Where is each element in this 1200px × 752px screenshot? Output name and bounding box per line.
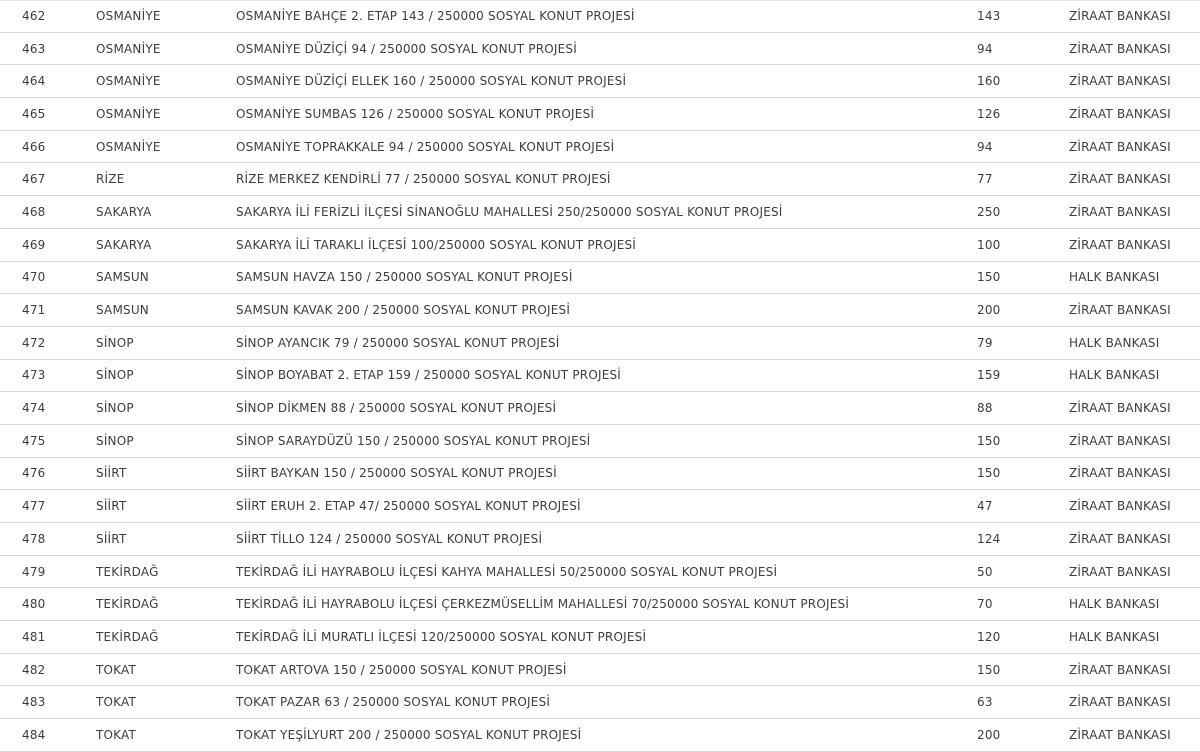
row-housing-count: 150 <box>977 270 1001 285</box>
row-number: 481 <box>22 629 46 644</box>
row-project-name: SİNOP DİKMEN 88 / 250000 SOSYAL KONUT PROJESİ <box>236 401 557 416</box>
table-row <box>0 392 1200 425</box>
row-project-name: SİİRT BAYKAN 150 / 250000 SOSYAL KONUT PROJESİ <box>236 466 557 481</box>
table-row <box>0 327 1200 360</box>
row-housing-count: 47 <box>977 499 993 514</box>
table-row <box>0 294 1200 327</box>
row-bank: ZİRAAT BANKASI <box>1069 727 1171 742</box>
row-housing-count: 50 <box>977 564 993 579</box>
row-city: OSMANİYE <box>96 106 161 121</box>
row-city: OSMANİYE <box>96 41 161 56</box>
row-number: 477 <box>22 499 46 514</box>
row-bank: HALK BANKASI <box>1069 629 1160 644</box>
table-row <box>0 98 1200 131</box>
table-row <box>0 229 1200 262</box>
row-number: 484 <box>22 727 46 742</box>
row-project-name: TEKİRDAĞ İLİ MURATLI İLÇESİ 120/250000 SOSYAL KONUT PROJESİ <box>236 629 647 644</box>
row-number: 470 <box>22 270 46 285</box>
row-bank: ZİRAAT BANKASI <box>1069 74 1171 89</box>
row-project-name: TOKAT YEŞİLYURT 200 / 250000 SOSYAL KONUT PROJESİ <box>236 727 582 742</box>
row-city: SAKARYA <box>96 204 152 219</box>
row-bank: ZİRAAT BANKASI <box>1069 433 1171 448</box>
row-number: 469 <box>22 237 46 252</box>
row-project-name: OSMANİYE BAHÇE 2. ETAP 143 / 250000 SOSYAL KONUT PROJESİ <box>236 8 635 23</box>
row-city: OSMANİYE <box>96 8 161 23</box>
row-bank: HALK BANKASI <box>1069 368 1160 383</box>
row-housing-count: 250 <box>977 204 1001 219</box>
row-housing-count: 94 <box>977 139 993 154</box>
row-bank: ZİRAAT BANKASI <box>1069 531 1171 546</box>
row-city: SİİRT <box>96 499 127 514</box>
row-project-name: TEKİRDAĞ İLİ HAYRABOLU İLÇESİ ÇERKEZMÜSELLİM MAHALLESİ 70/250000 SOSYAL KONUT PROJESİ <box>236 597 850 612</box>
row-housing-count: 88 <box>977 401 993 416</box>
row-number: 465 <box>22 106 46 121</box>
row-bank: ZİRAAT BANKASI <box>1069 204 1171 219</box>
row-project-name: TEKİRDAĞ İLİ HAYRABOLU İLÇESİ KAHYA MAHALLESİ 50/250000 SOSYAL KONUT PROJESİ <box>236 564 778 579</box>
row-number: 480 <box>22 597 46 612</box>
row-bank: ZİRAAT BANKASI <box>1069 662 1171 677</box>
table-row <box>0 556 1200 589</box>
row-city: TOKAT <box>96 695 137 710</box>
row-number: 474 <box>22 401 46 416</box>
row-number: 483 <box>22 695 46 710</box>
row-bank: ZİRAAT BANKASI <box>1069 695 1171 710</box>
row-housing-count: 77 <box>977 172 993 187</box>
row-bank: ZİRAAT BANKASI <box>1069 8 1171 23</box>
row-city: TEKİRDAĞ <box>96 597 159 612</box>
row-number: 472 <box>22 335 46 350</box>
row-housing-count: 120 <box>977 629 1001 644</box>
row-project-name: SİİRT ERUH 2. ETAP 47/ 250000 SOSYAL KONUT PROJESİ <box>236 499 581 514</box>
row-number: 482 <box>22 662 46 677</box>
table-row <box>0 0 1200 33</box>
row-city: SAKARYA <box>96 237 152 252</box>
row-project-name: SAMSUN HAVZA 150 / 250000 SOSYAL KONUT PROJESİ <box>236 270 573 285</box>
row-project-name: SİNOP AYANCIK 79 / 250000 SOSYAL KONUT PROJESİ <box>236 335 560 350</box>
row-housing-count: 94 <box>977 41 993 56</box>
row-bank: ZİRAAT BANKASI <box>1069 237 1171 252</box>
row-bank: HALK BANKASI <box>1069 597 1160 612</box>
row-housing-count: 150 <box>977 433 1001 448</box>
row-bank: HALK BANKASI <box>1069 335 1160 350</box>
row-project-name: SİİRT TİLLO 124 / 250000 SOSYAL KONUT PROJESİ <box>236 531 543 546</box>
table-row <box>0 686 1200 719</box>
row-project-name: RİZE MERKEZ KENDİRLİ 77 / 250000 SOSYAL KONUT PROJESİ <box>236 172 611 187</box>
row-number: 476 <box>22 466 46 481</box>
row-city: TEKİRDAĞ <box>96 564 159 579</box>
table-row <box>0 163 1200 196</box>
row-number: 479 <box>22 564 46 579</box>
row-housing-count: 79 <box>977 335 993 350</box>
row-number: 466 <box>22 139 46 154</box>
table-row <box>0 490 1200 523</box>
table-row <box>0 523 1200 556</box>
row-number: 473 <box>22 368 46 383</box>
table-row <box>0 33 1200 66</box>
row-bank: ZİRAAT BANKASI <box>1069 139 1171 154</box>
row-housing-count: 150 <box>977 466 1001 481</box>
row-city: TEKİRDAĞ <box>96 629 159 644</box>
row-housing-count: 143 <box>977 8 1001 23</box>
row-number: 478 <box>22 531 46 546</box>
row-city: SAMSUN <box>96 270 149 285</box>
row-city: SİNOP <box>96 335 134 350</box>
row-bank: ZİRAAT BANKASI <box>1069 564 1171 579</box>
table-row <box>0 425 1200 458</box>
row-bank: ZİRAAT BANKASI <box>1069 106 1171 121</box>
row-housing-count: 70 <box>977 597 993 612</box>
table-row <box>0 588 1200 621</box>
row-number: 468 <box>22 204 46 219</box>
row-bank: HALK BANKASI <box>1069 270 1160 285</box>
row-housing-count: 126 <box>977 106 1001 121</box>
row-bank: ZİRAAT BANKASI <box>1069 41 1171 56</box>
row-housing-count: 124 <box>977 531 1001 546</box>
row-housing-count: 100 <box>977 237 1001 252</box>
row-city: SİNOP <box>96 401 134 416</box>
row-bank: ZİRAAT BANKASI <box>1069 466 1171 481</box>
table-row <box>0 65 1200 98</box>
row-city: SİNOP <box>96 368 134 383</box>
row-number: 464 <box>22 74 46 89</box>
row-housing-count: 160 <box>977 74 1001 89</box>
row-housing-count: 159 <box>977 368 1001 383</box>
row-project-name: OSMANİYE DÜZİÇİ ELLEK 160 / 250000 SOSYAL KONUT PROJESİ <box>236 74 627 89</box>
row-number: 471 <box>22 303 46 318</box>
row-city: SAMSUN <box>96 303 149 318</box>
row-housing-count: 200 <box>977 727 1001 742</box>
row-city: OSMANİYE <box>96 139 161 154</box>
row-project-name: SAKARYA İLİ FERİZLİ İLÇESİ SİNANOĞLU MAHALLESİ 250/250000 SOSYAL KONUT PROJESİ <box>236 204 783 219</box>
row-housing-count: 63 <box>977 695 993 710</box>
row-number: 467 <box>22 172 46 187</box>
row-project-name: SAKARYA İLİ TARAKLI İLÇESİ 100/250000 SOSYAL KONUT PROJESİ <box>236 237 637 252</box>
row-city: SİİRT <box>96 531 127 546</box>
row-bank: ZİRAAT BANKASI <box>1069 401 1171 416</box>
table-row <box>0 719 1200 752</box>
table-row <box>0 262 1200 295</box>
row-project-name: SAMSUN KAVAK 200 / 250000 SOSYAL KONUT PROJESİ <box>236 303 571 318</box>
row-project-name: SİNOP SARAYDÜZÜ 150 / 250000 SOSYAL KONUT PROJESİ <box>236 433 591 448</box>
table-row <box>0 360 1200 393</box>
table-row <box>0 131 1200 164</box>
row-city: OSMANİYE <box>96 74 161 89</box>
row-number: 475 <box>22 433 46 448</box>
row-bank: ZİRAAT BANKASI <box>1069 499 1171 514</box>
row-project-name: OSMANİYE DÜZİÇİ 94 / 250000 SOSYAL KONUT PROJESİ <box>236 41 577 56</box>
row-city: TOKAT <box>96 727 137 742</box>
row-city: TOKAT <box>96 662 137 677</box>
row-project-name: TOKAT ARTOVA 150 / 250000 SOSYAL KONUT PROJESİ <box>236 662 567 677</box>
row-project-name: SİNOP BOYABAT 2. ETAP 159 / 250000 SOSYAL KONUT PROJESİ <box>236 368 622 383</box>
row-city: RİZE <box>96 172 125 187</box>
row-project-name: OSMANİYE TOPRAKKALE 94 / 250000 SOSYAL KONUT PROJESİ <box>236 139 615 154</box>
table-row <box>0 196 1200 229</box>
table-row <box>0 621 1200 654</box>
row-city: SİNOP <box>96 433 134 448</box>
row-number: 463 <box>22 41 46 56</box>
row-housing-count: 200 <box>977 303 1001 318</box>
table-row <box>0 654 1200 687</box>
table-row <box>0 458 1200 491</box>
row-city: SİİRT <box>96 466 127 481</box>
row-project-name: TOKAT PAZAR 63 / 250000 SOSYAL KONUT PROJESİ <box>236 695 551 710</box>
row-bank: ZİRAAT BANKASI <box>1069 172 1171 187</box>
row-bank: ZİRAAT BANKASI <box>1069 303 1171 318</box>
row-housing-count: 150 <box>977 662 1001 677</box>
row-project-name: OSMANİYE SUMBAS 126 / 250000 SOSYAL KONUT PROJESİ <box>236 106 595 121</box>
row-number: 462 <box>22 8 46 23</box>
